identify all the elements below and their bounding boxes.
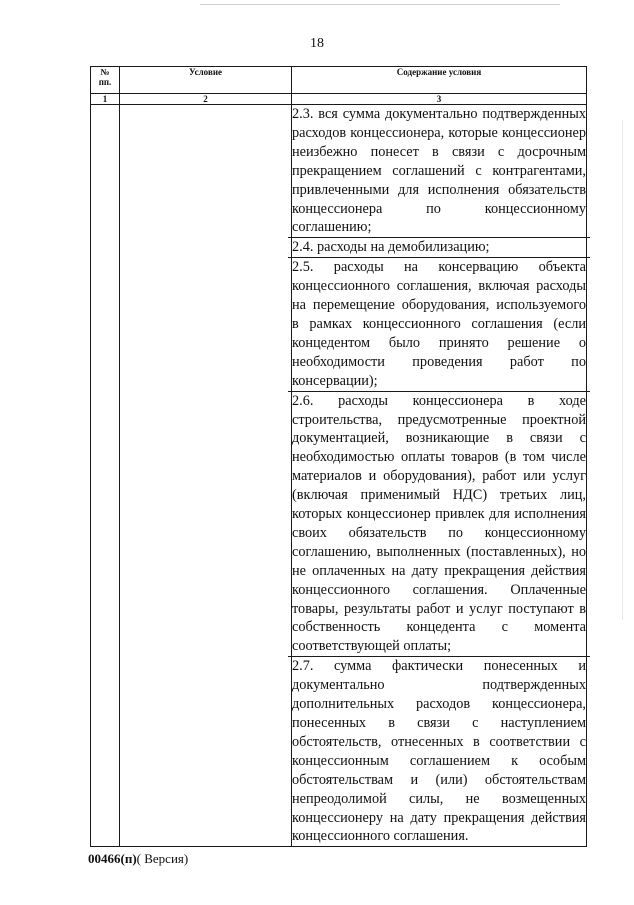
document-version: ( Версия) <box>136 851 189 866</box>
header-condition: Условие <box>120 67 292 94</box>
column-index-row <box>91 94 587 105</box>
clause-2-6: 2.6. расходы концессионера в ходе строительства, предусмотренные проектной документацией, возникающие в связи с необходимостью оплаты товаров (в том числе материалов и оборудования), работ или услуг (включая применимый НДС) третьих лиц, которых концессионер привлек для исполнения своих обязательств по концессионному соглашению, выполненных (поставленных), но не оплаченных на дату прекращения действия концессионного соглашения. Оплаченные товары, результаты работ и услуг поступают в собственность концедента с момента соответствующей оплаты; <box>292 392 586 655</box>
column-index-1: 1 <box>91 94 120 105</box>
clause-2-3: 2.3. вся сумма документально подтвержденных расходов концессионера, которые концессионер неизбежно понесет в связи с досрочным прекращением соглашений с контрагентами, привлеченными для исполнения обязательств концессионера по концессионному соглашению; <box>292 106 586 236</box>
clause-2-4: 2.4. расходы на демобилизацию; <box>292 239 490 256</box>
num-cell <box>91 105 120 847</box>
scan-artifact-right <box>622 120 623 620</box>
header-num <box>91 67 120 94</box>
scan-artifact-top <box>200 4 560 5</box>
conditions-table <box>90 66 587 847</box>
clause-2-7: 2.7. сумма фактически понесенных и документально подтвержденных дополнительных расходов концессионера, понесенных в связи с наступлением обстоятельств, отнесенных в соответствии с концессионным соглашением к особым обстоятельствам и (или) обстоятельствам непреодолимой силы, не возмещенных концессионеру на дату прекращения действия концессионного соглашения. <box>292 658 586 845</box>
header-content: Содержание условия <box>292 67 587 94</box>
document-code <box>88 851 188 867</box>
clause-2-5: 2.5. расходы на консервацию объекта концессионного соглашения, включая расходы на перемещение оборудования, используемого в рамках концессионного соглашения (если концедентом было принято решение о необходимости проведения работ по консервации); <box>292 259 586 389</box>
column-index-3: 3 <box>292 94 587 105</box>
header-num-text: № пп. <box>98 67 112 87</box>
column-index-2: 2 <box>120 94 292 105</box>
document-code-number: 00466(п) <box>88 851 137 866</box>
table-row <box>91 105 587 847</box>
condition-cell <box>120 105 292 847</box>
table-header-row <box>91 67 587 94</box>
content-cell <box>292 105 587 847</box>
page-number: 18 <box>310 36 324 51</box>
